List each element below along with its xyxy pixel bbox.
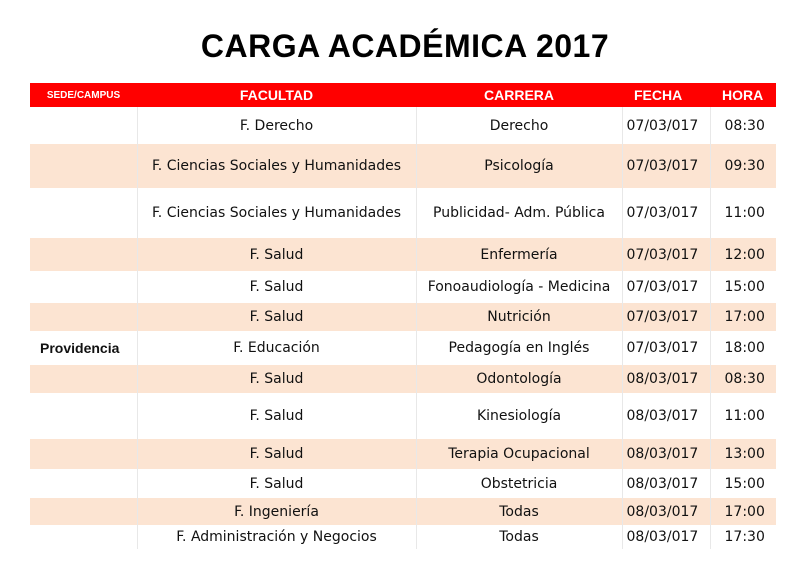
cell-carrera: Nutrición: [416, 303, 622, 331]
cell-sede: [30, 498, 137, 525]
cell-hora: 17:30: [710, 525, 776, 549]
cell-carrera: Terapia Ocupacional: [416, 439, 622, 469]
cell-sede: [30, 303, 137, 331]
cell-fecha: 07/03/017: [622, 144, 710, 188]
cell-fecha: 07/03/017: [622, 331, 710, 365]
table-row: [30, 525, 776, 549]
cell-facultad: F. Salud: [137, 469, 416, 498]
cell-facultad: F. Salud: [137, 365, 416, 393]
cell-sede: [30, 238, 137, 271]
table-row: [30, 188, 776, 238]
cell-carrera: Kinesiología: [416, 393, 622, 439]
table-row: [30, 303, 776, 331]
table-row: [30, 144, 776, 188]
cell-facultad: F. Salud: [137, 393, 416, 439]
cell-hora: 12:00: [710, 238, 776, 271]
cell-facultad: F. Derecho: [137, 107, 416, 144]
cell-facultad: F. Salud: [137, 439, 416, 469]
cell-carrera: Enfermería: [416, 238, 622, 271]
cell-fecha: 07/03/017: [622, 238, 710, 271]
table-row: [30, 439, 776, 469]
cell-fecha: 08/03/017: [622, 525, 710, 549]
header-hora: HORA: [710, 83, 776, 107]
cell-carrera: Odontología: [416, 365, 622, 393]
cell-hora: 15:00: [710, 469, 776, 498]
table-row: [30, 365, 776, 393]
cell-sede: [30, 271, 137, 303]
cell-carrera: Fonoaudiología - Medicina: [416, 271, 622, 303]
table-row: [30, 498, 776, 525]
page-title: CARGA ACADÉMICA 2017: [200, 28, 610, 64]
cell-facultad: F. Ciencias Sociales y Humanidades: [137, 144, 416, 188]
table-row: [30, 393, 776, 439]
cell-sede: Providencia: [40, 340, 120, 356]
cell-sede: [30, 469, 137, 498]
cell-carrera: Obstetricia: [416, 469, 622, 498]
cell-sede: [30, 144, 137, 188]
header-facultad: FACULTAD: [137, 83, 416, 107]
cell-hora: 08:30: [710, 107, 776, 144]
cell-sede: [30, 365, 137, 393]
cell-fecha: 07/03/017: [622, 303, 710, 331]
cell-carrera: Pedagogía en Inglés: [416, 331, 622, 365]
cell-sede: [30, 188, 137, 238]
cell-hora: 17:00: [710, 303, 776, 331]
table-row: [30, 331, 776, 365]
cell-fecha: 08/03/017: [622, 365, 710, 393]
cell-hora: 11:00: [710, 188, 776, 238]
cell-carrera: Psicología: [416, 144, 622, 188]
header-row: [30, 83, 776, 107]
cell-hora: 15:00: [710, 271, 776, 303]
cell-hora: 17:00: [710, 498, 776, 525]
cell-sede: [30, 525, 137, 549]
schedule-table: [30, 83, 776, 549]
table-header: [30, 83, 776, 107]
cell-facultad: F. Ingeniería: [137, 498, 416, 525]
cell-fecha: 08/03/017: [622, 498, 710, 525]
cell-hora: 09:30: [710, 144, 776, 188]
table-body: [30, 107, 776, 549]
cell-facultad: F. Educación: [137, 331, 416, 365]
cell-sede: [30, 439, 137, 469]
cell-fecha: 08/03/017: [622, 439, 710, 469]
cell-carrera: Derecho: [416, 107, 622, 144]
cell-sede: [30, 107, 137, 144]
table-row: [30, 469, 776, 498]
header-carrera: CARRERA: [416, 83, 622, 107]
cell-fecha: 07/03/017: [622, 188, 710, 238]
cell-facultad: F. Ciencias Sociales y Humanidades: [137, 188, 416, 238]
table-row: [30, 271, 776, 303]
cell-carrera: Todas: [416, 525, 622, 549]
cell-hora: 11:00: [710, 393, 776, 439]
cell-fecha: 07/03/017: [622, 107, 710, 144]
cell-fecha: 07/03/017: [622, 271, 710, 303]
header-sede: SEDE/CAMPUS: [30, 83, 137, 107]
cell-hora: 08:30: [710, 365, 776, 393]
cell-facultad: F. Salud: [137, 271, 416, 303]
cell-facultad: F. Administración y Negocios: [137, 525, 416, 549]
cell-facultad: F. Salud: [137, 238, 416, 271]
header-fecha: FECHA: [622, 83, 710, 107]
cell-sede: [30, 393, 137, 439]
cell-carrera: Todas: [416, 498, 622, 525]
cell-fecha: 08/03/017: [622, 393, 710, 439]
cell-hora: 13:00: [710, 439, 776, 469]
cell-fecha: 08/03/017: [622, 469, 710, 498]
table-row: [30, 107, 776, 144]
cell-facultad: F. Salud: [137, 303, 416, 331]
table-row: [30, 238, 776, 271]
cell-hora: 18:00: [710, 331, 776, 365]
cell-carrera: Publicidad- Adm. Pública: [416, 188, 622, 238]
